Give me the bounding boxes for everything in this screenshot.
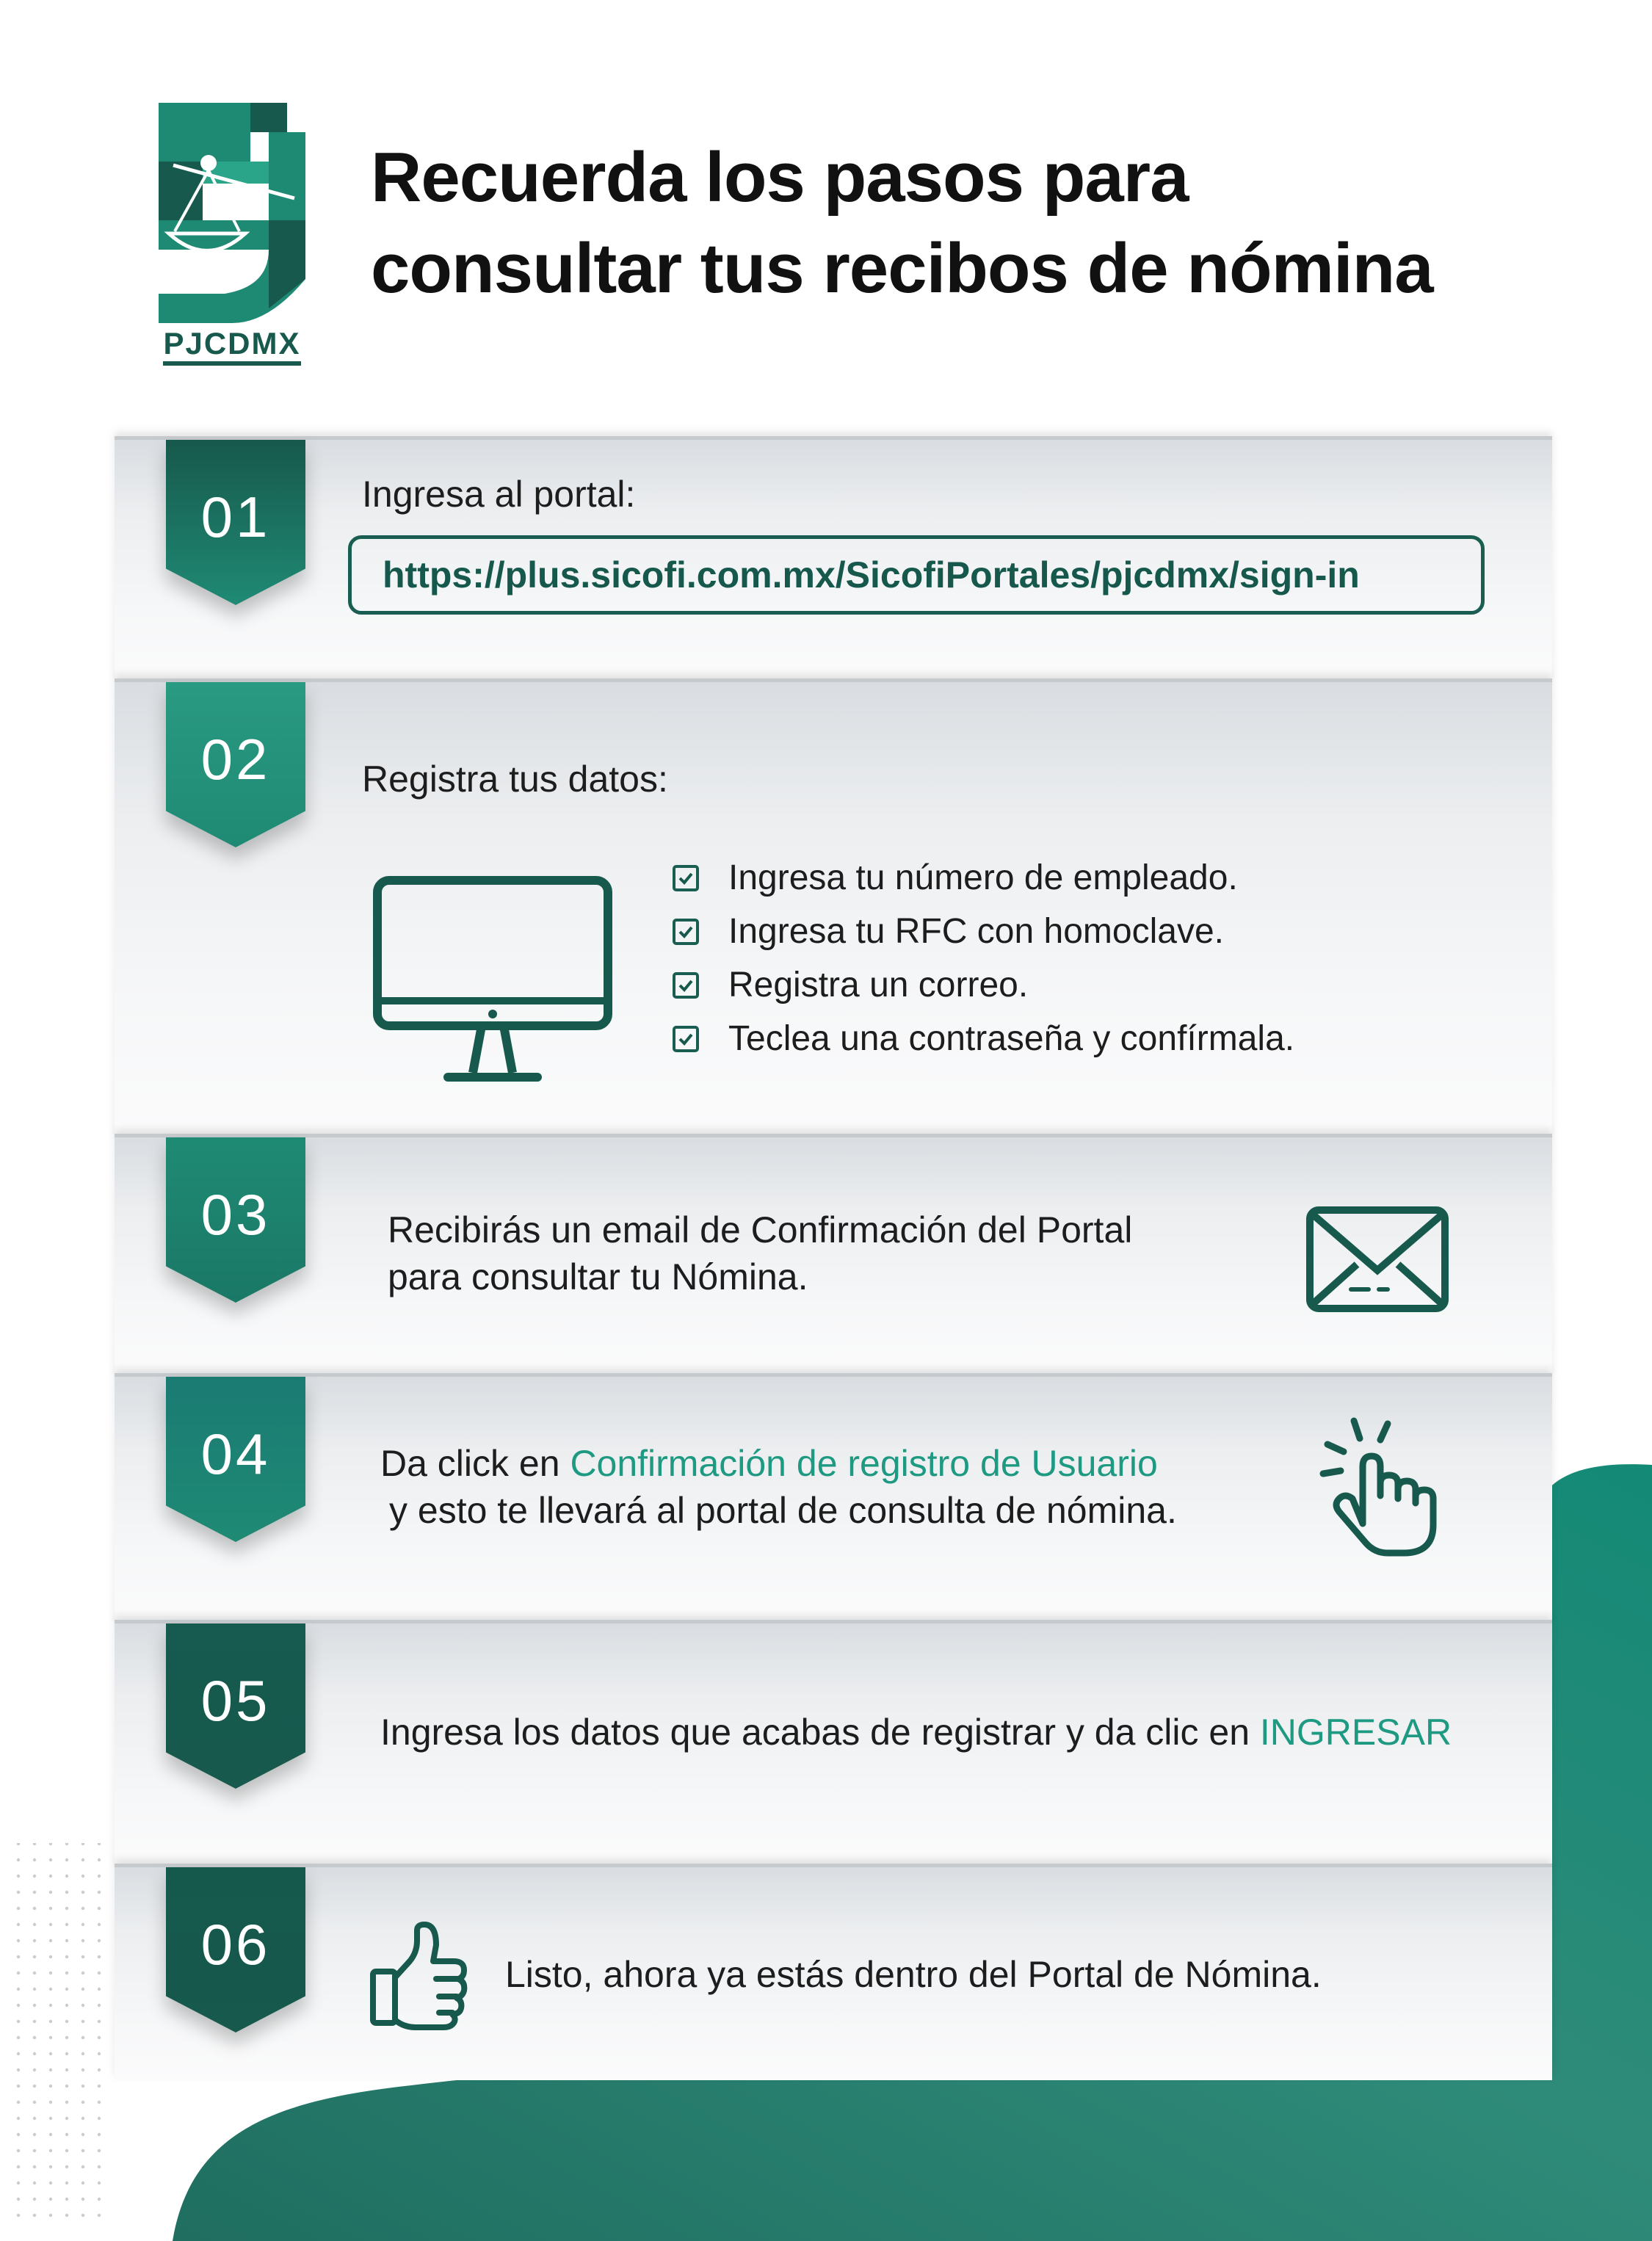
step-04-text [380, 1440, 1177, 1534]
thumbs-up-icon [369, 1920, 471, 2030]
ingresar-text: INGRESAR [1259, 1712, 1452, 1753]
checklist-item [673, 958, 1294, 1012]
step-03-badge [166, 1137, 305, 1303]
registration-checklist [673, 851, 1294, 1065]
portal-url-text: https://plus.sicofi.com.mx/SicofiPortales/pjcdmx/sign-in [383, 554, 1360, 595]
step-02-panel [115, 678, 1552, 1137]
checklist-item-label: Teclea una contraseña y confírmala. [728, 1019, 1295, 1058]
checkbox-icon [673, 919, 699, 945]
checklist-item [673, 851, 1294, 905]
checkbox-icon [673, 865, 699, 891]
step-03-line-2: para consultar tu Nómina. [388, 1256, 808, 1297]
monitor-icon [372, 875, 614, 1087]
step-05-text [380, 1709, 1452, 1756]
step-01-badge [166, 440, 305, 605]
step-01-text: Ingresa al portal: [362, 474, 636, 515]
step-05-number: 05 [200, 1668, 271, 1733]
step-05-prefix: Ingresa los datos que acabas de registrar y da clic en [380, 1712, 1260, 1753]
step-03-line-1: Recibirás un email de Confirmación del Portal [388, 1209, 1133, 1250]
step-06-badge [166, 1867, 305, 2032]
title-line-2: consultar tus recibos de nómina [371, 229, 1433, 308]
step-06-number: 06 [200, 1912, 271, 1977]
checklist-item-label: Ingresa tu RFC con homoclave. [728, 912, 1224, 951]
checklist-item-label: Registra un correo. [728, 966, 1029, 1004]
checkbox-icon [673, 972, 699, 999]
step-02-badge [166, 682, 305, 847]
step-04-number: 04 [200, 1422, 271, 1486]
checklist-item [673, 905, 1294, 958]
logo-text: PJCDMX [163, 326, 301, 361]
click-hand-icon [1311, 1413, 1451, 1560]
step-02-number: 02 [200, 727, 271, 792]
step-05-panel [115, 1620, 1552, 1867]
step-04-panel [115, 1373, 1552, 1623]
pjcdmx-logo [159, 103, 305, 367]
portal-url-link[interactable] [348, 535, 1485, 615]
checkbox-icon [673, 1026, 699, 1052]
step-04-line-2: y esto te llevará al portal de consulta de nómina. [389, 1490, 1177, 1531]
step-03-panel [115, 1134, 1552, 1377]
step-03-text [388, 1206, 1132, 1300]
title-line-1: Recuerda los pasos para [371, 138, 1189, 217]
step-04-prefix: Da click en [380, 1443, 570, 1484]
page-title [371, 132, 1546, 314]
step-04-badge [166, 1377, 305, 1542]
step-06-text: Listo, ahora ya estás dentro del Portal de Nómina. [505, 1954, 1322, 1995]
step-01-panel [115, 436, 1552, 682]
step-01-number: 01 [200, 485, 271, 549]
checklist-item-label: Ingresa tu número de empleado. [728, 858, 1238, 897]
envelope-icon [1305, 1206, 1449, 1313]
confirmation-link-text: Confirmación de registro de Usuario [570, 1443, 1158, 1484]
checklist-item [673, 1012, 1294, 1065]
step-05-badge [166, 1623, 305, 1789]
step-03-number: 03 [200, 1182, 271, 1247]
step-06-panel [115, 1864, 1552, 2080]
step-02-text: Registra tus datos: [362, 759, 668, 800]
